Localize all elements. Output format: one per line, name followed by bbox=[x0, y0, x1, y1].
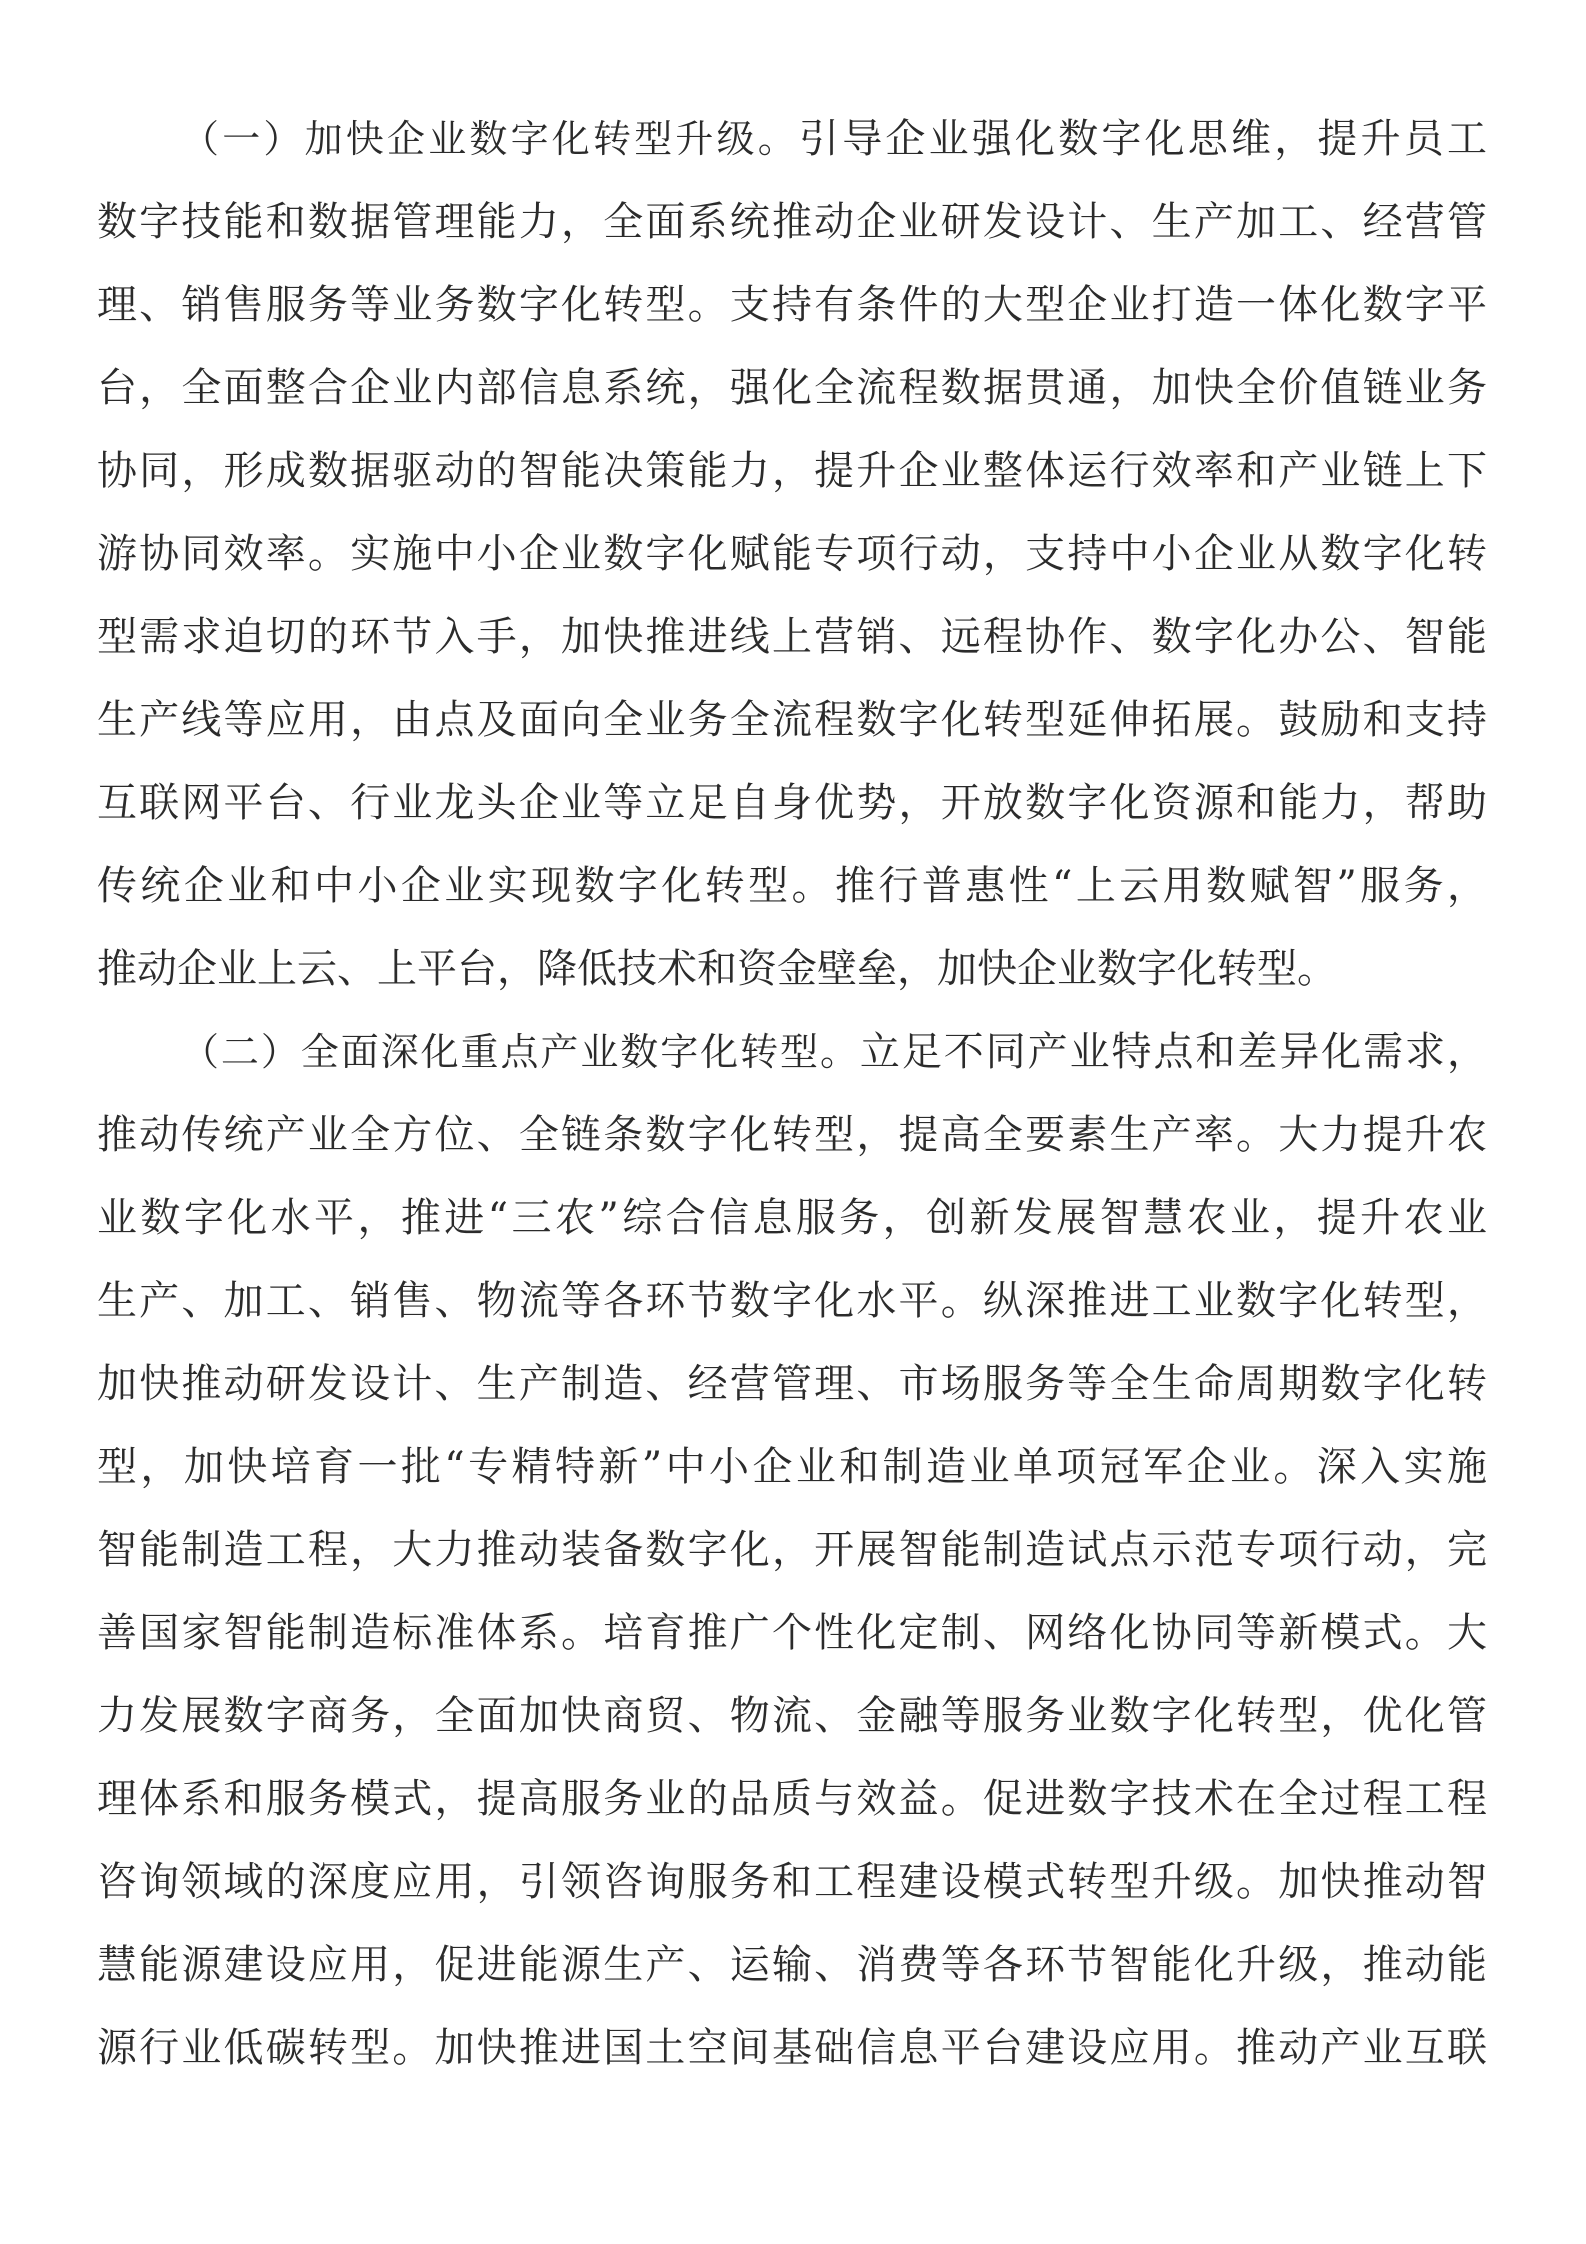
text-line: 传统企业和中小企业实现数字化转型。推行普惠性“上云用数赋智”服务， bbox=[97, 863, 1487, 909]
paragraph-first-line bbox=[97, 98, 1487, 181]
text-line: 力发展数字商务，全面加快商贸、物流、金融等服务业数字化转型，优化管 bbox=[97, 1693, 1487, 1739]
text-line: 台，全面整合企业内部信息系统，强化全流程数据贯通，加快全价值链业务 bbox=[97, 365, 1487, 411]
text-line: 游协同效率。实施中小企业数字化赋能专项行动，支持中小企业从数字化转 bbox=[97, 531, 1487, 577]
text-line: 咨询领域的深度应用，引领咨询服务和工程建设模式转型升级。加快推动智 bbox=[97, 1859, 1487, 1905]
text-line: 加快推动研发设计、生产制造、经营管理、市场服务等全生命周期数字化转 bbox=[97, 1361, 1487, 1407]
text-line: 推动企业上云、上平台，降低技术和资金壁垒，加快企业数字化转型。 bbox=[97, 946, 1337, 992]
text-line: 生产、加工、销售、物流等各环节数字化水平。纵深推进工业数字化转型， bbox=[97, 1278, 1487, 1324]
text-line: 推动传统产业全方位、全链条数字化转型，提高全要素生产率。大力提升农 bbox=[97, 1112, 1487, 1158]
text-line: 生产线等应用，由点及面向全业务全流程数字化转型延伸拓展。鼓励和支持 bbox=[97, 697, 1487, 743]
text-line: 智能制造工程，大力推动装备数字化，开展智能制造试点示范专项行动，完 bbox=[97, 1527, 1487, 1573]
text-line: 业数字化水平，推进“三农”综合信息服务，创新发展智慧农业，提升农业 bbox=[97, 1195, 1487, 1241]
text-line: 协同，形成数据驱动的智能决策能力，提升企业整体运行效率和产业链上下 bbox=[97, 448, 1487, 494]
text-line: 善国家智能制造标准体系。培育推广个性化定制、网络化协同等新模式。大 bbox=[97, 1610, 1487, 1656]
text-line: 理、销售服务等业务数字化转型。支持有条件的大型企业打造一体化数字平 bbox=[97, 282, 1487, 328]
section-heading: （二）全面深化重点产业数字化转型。 bbox=[181, 1030, 860, 1074]
text-line: 理体系和服务模式，提高服务业的品质与效益。促进数字技术在全过程工程 bbox=[97, 1776, 1487, 1822]
paragraph-1 bbox=[97, 98, 1487, 1011]
section-heading: （一）加快企业数字化转型升级。 bbox=[181, 117, 799, 161]
text-line: 引导企业强化数字化思维，提升员工 bbox=[799, 116, 1487, 162]
text-line: 立足不同产业特点和差异化需求， bbox=[859, 1029, 1487, 1075]
text-line: 源行业低碳转型。加快推进国土空间基础信息平台建设应用。推动产业互联 bbox=[97, 2025, 1487, 2071]
document-body bbox=[97, 98, 1487, 2090]
text-line: 互联网平台、行业龙头企业等立足自身优势，开放数字化资源和能力，帮助 bbox=[97, 780, 1487, 826]
text-line: 型，加快培育一批“专精特新”中小企业和制造业单项冠军企业。深入实施 bbox=[97, 1444, 1487, 1490]
text-line: 慧能源建设应用，促进能源生产、运输、消费等各环节智能化升级，推动能 bbox=[97, 1942, 1487, 1988]
paragraph-first-line bbox=[97, 1011, 1487, 1094]
text-line: 型需求迫切的环节入手，加快推进线上营销、远程协作、数字化办公、智能 bbox=[97, 614, 1487, 660]
paragraph-2 bbox=[97, 1011, 1487, 2090]
text-line: 数字技能和数据管理能力，全面系统推动企业研发设计、生产加工、经营管 bbox=[97, 199, 1487, 245]
